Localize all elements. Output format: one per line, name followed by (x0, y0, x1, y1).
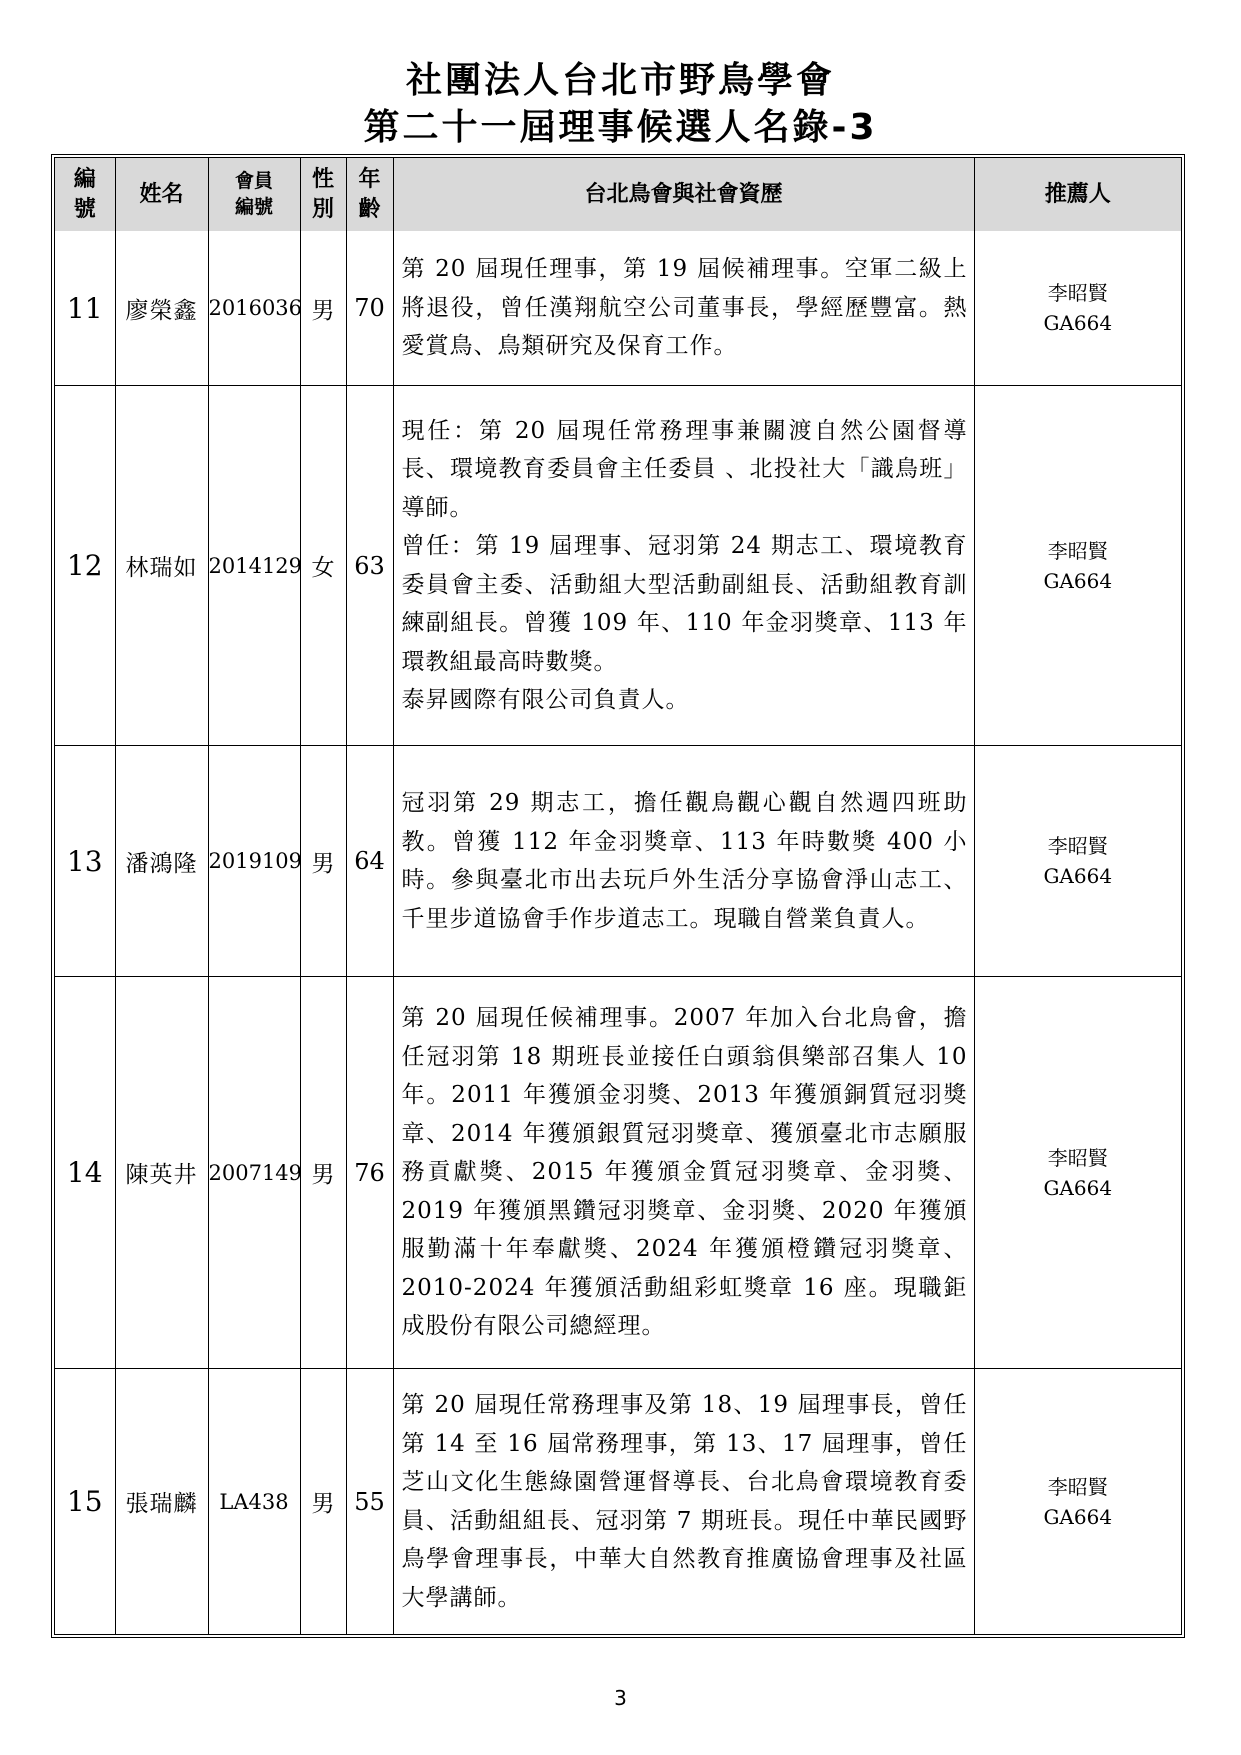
referrer (974, 231, 1181, 386)
referrer (974, 746, 1181, 977)
candidate-bio (393, 386, 974, 746)
candidate-number: 14 (55, 977, 115, 1369)
referrer-id: GA664 (1043, 1175, 1113, 1200)
header-bio: 台北鳥會與社會資歷 (393, 158, 974, 231)
bio-paragraph: 冠羽第 29 期志工，擔任觀鳥觀心觀自然週四班助教。曾獲 112 年金羽獎章、113 年時數獎 400 小時。參與臺北市出去玩戶外生活分享協會淨山志工、千里步道協會手作步道志工。現職自營業負責人。 (401, 790, 968, 932)
candidate-name: 廖榮鑫 (115, 231, 208, 386)
referrer-name: 李昭賢 (1047, 281, 1108, 306)
bio-paragraph: 現任：第 20 屆現任常務理事兼關渡自然公園督導長、環境教育委員會主任委員 、北投社大「識鳥班」導師。 (401, 417, 968, 521)
page-number: 3 (614, 1686, 627, 1710)
candidate-number: 15 (55, 1369, 115, 1634)
table-row (55, 231, 1181, 386)
candidate-number: 11 (55, 231, 115, 386)
header-sex: 性 別 (300, 158, 346, 231)
member-id: 2007149 (208, 977, 300, 1369)
referrer (974, 386, 1181, 746)
candidate-name: 潘鴻隆 (115, 746, 208, 977)
header-member-id: 會員 編號 (208, 158, 300, 231)
referrer-name: 李昭賢 (1047, 1474, 1108, 1499)
table-row (55, 1369, 1181, 1634)
referrer-id: GA664 (1043, 1504, 1113, 1529)
table-header-row (55, 158, 1181, 231)
member-id: 2016036 (208, 231, 300, 386)
member-id: 2019109 (208, 746, 300, 977)
candidate-sex: 女 (300, 386, 346, 746)
header-referrer: 推薦人 (974, 158, 1181, 231)
bio-paragraph: 第 20 屆現任理事，第 19 屆候補理事。空軍二級上將退役，曾任漢翔航空公司董事長，學經歷豐富。熱愛賞鳥、鳥類研究及保育工作。 (401, 256, 968, 360)
bio-paragraph: 泰昇國際有限公司負責人。 (401, 687, 690, 714)
candidate-bio (393, 1369, 974, 1634)
candidate-table (51, 154, 1185, 1638)
candidate-age: 63 (346, 386, 393, 746)
referrer (974, 1369, 1181, 1634)
candidate-age: 64 (346, 746, 393, 977)
table-row (55, 746, 1181, 977)
referrer (974, 977, 1181, 1369)
table-row (55, 977, 1181, 1369)
candidate-age: 55 (346, 1369, 393, 1634)
candidate-sex: 男 (300, 1369, 346, 1634)
table-row (55, 386, 1181, 746)
candidate-number: 12 (55, 386, 115, 746)
header-name: 姓名 (115, 158, 208, 231)
header-age: 年 齡 (346, 158, 393, 231)
member-id: LA438 (208, 1369, 300, 1634)
candidate-sex: 男 (300, 231, 346, 386)
bio-paragraph: 曾任：第 19 屆理事、冠羽第 24 期志工、環境教育委員會主委、活動組大型活動副組長、活動組教育訓練副組長。曾獲 109 年、110 年金羽獎章、113 年環教組最高時數獎。 (401, 533, 968, 675)
document-subtitle: 第二十一屆理事候選人名錄-3 (363, 107, 878, 148)
candidate-name: 張瑞麟 (115, 1369, 208, 1634)
referrer-name: 李昭賢 (1047, 834, 1108, 859)
candidate-name: 林瑞如 (115, 386, 208, 746)
candidate-name: 陳英井 (115, 977, 208, 1369)
header-no: 編 號 (55, 158, 115, 231)
referrer-id: GA664 (1043, 311, 1113, 336)
candidate-bio (393, 746, 974, 977)
document-title: 社團法人台北市野鳥學會 (405, 60, 835, 101)
candidate-sex: 男 (300, 746, 346, 977)
bio-paragraph: 第 20 屆現任常務理事及第 18、19 屆理事長，曾任第 14 至 16 屆常務理事，第 13、17 屆理事，曾任芝山文化生態綠園營運督導長、台北鳥會環境教育委員、活動組組長、冠羽第 7 期班長。現任中華民國野鳥學會理事長，中華大自然教育推廣協會理事及社區大學講師。 (401, 1392, 968, 1611)
referrer-name: 李昭賢 (1047, 1145, 1108, 1170)
member-id: 2014129 (208, 386, 300, 746)
candidate-bio (393, 977, 974, 1369)
candidate-number: 13 (55, 746, 115, 977)
referrer-name: 李昭賢 (1047, 538, 1108, 563)
candidate-age: 76 (346, 977, 393, 1369)
candidate-sex: 男 (300, 977, 346, 1369)
bio-paragraph: 第 20 屆現任候補理事。2007 年加入台北鳥會，擔任冠羽第 18 期班長並接任白頭翁俱樂部召集人 10 年。2011 年獲頒金羽獎、2013 年獲頒銅質冠羽獎章、2014 年獲頒銀質冠羽獎章、獲頒臺北市志願服務貢獻獎、2015 年獲頒金質冠羽獎章、金羽獎、2019 年獲頒黑鑽冠羽獎章、金羽獎、2020 年獲頒服勤滿十年奉獻獎、2024 年獲頒橙鑽冠羽獎章、2010-2024 年獲頒活動組彩虹獎章 16 座。現職鉅成股份有限公司總經理。 (401, 1005, 968, 1340)
referrer-id: GA664 (1043, 864, 1113, 889)
candidate-bio (393, 231, 974, 386)
candidate-age: 70 (346, 231, 393, 386)
referrer-id: GA664 (1043, 568, 1113, 593)
